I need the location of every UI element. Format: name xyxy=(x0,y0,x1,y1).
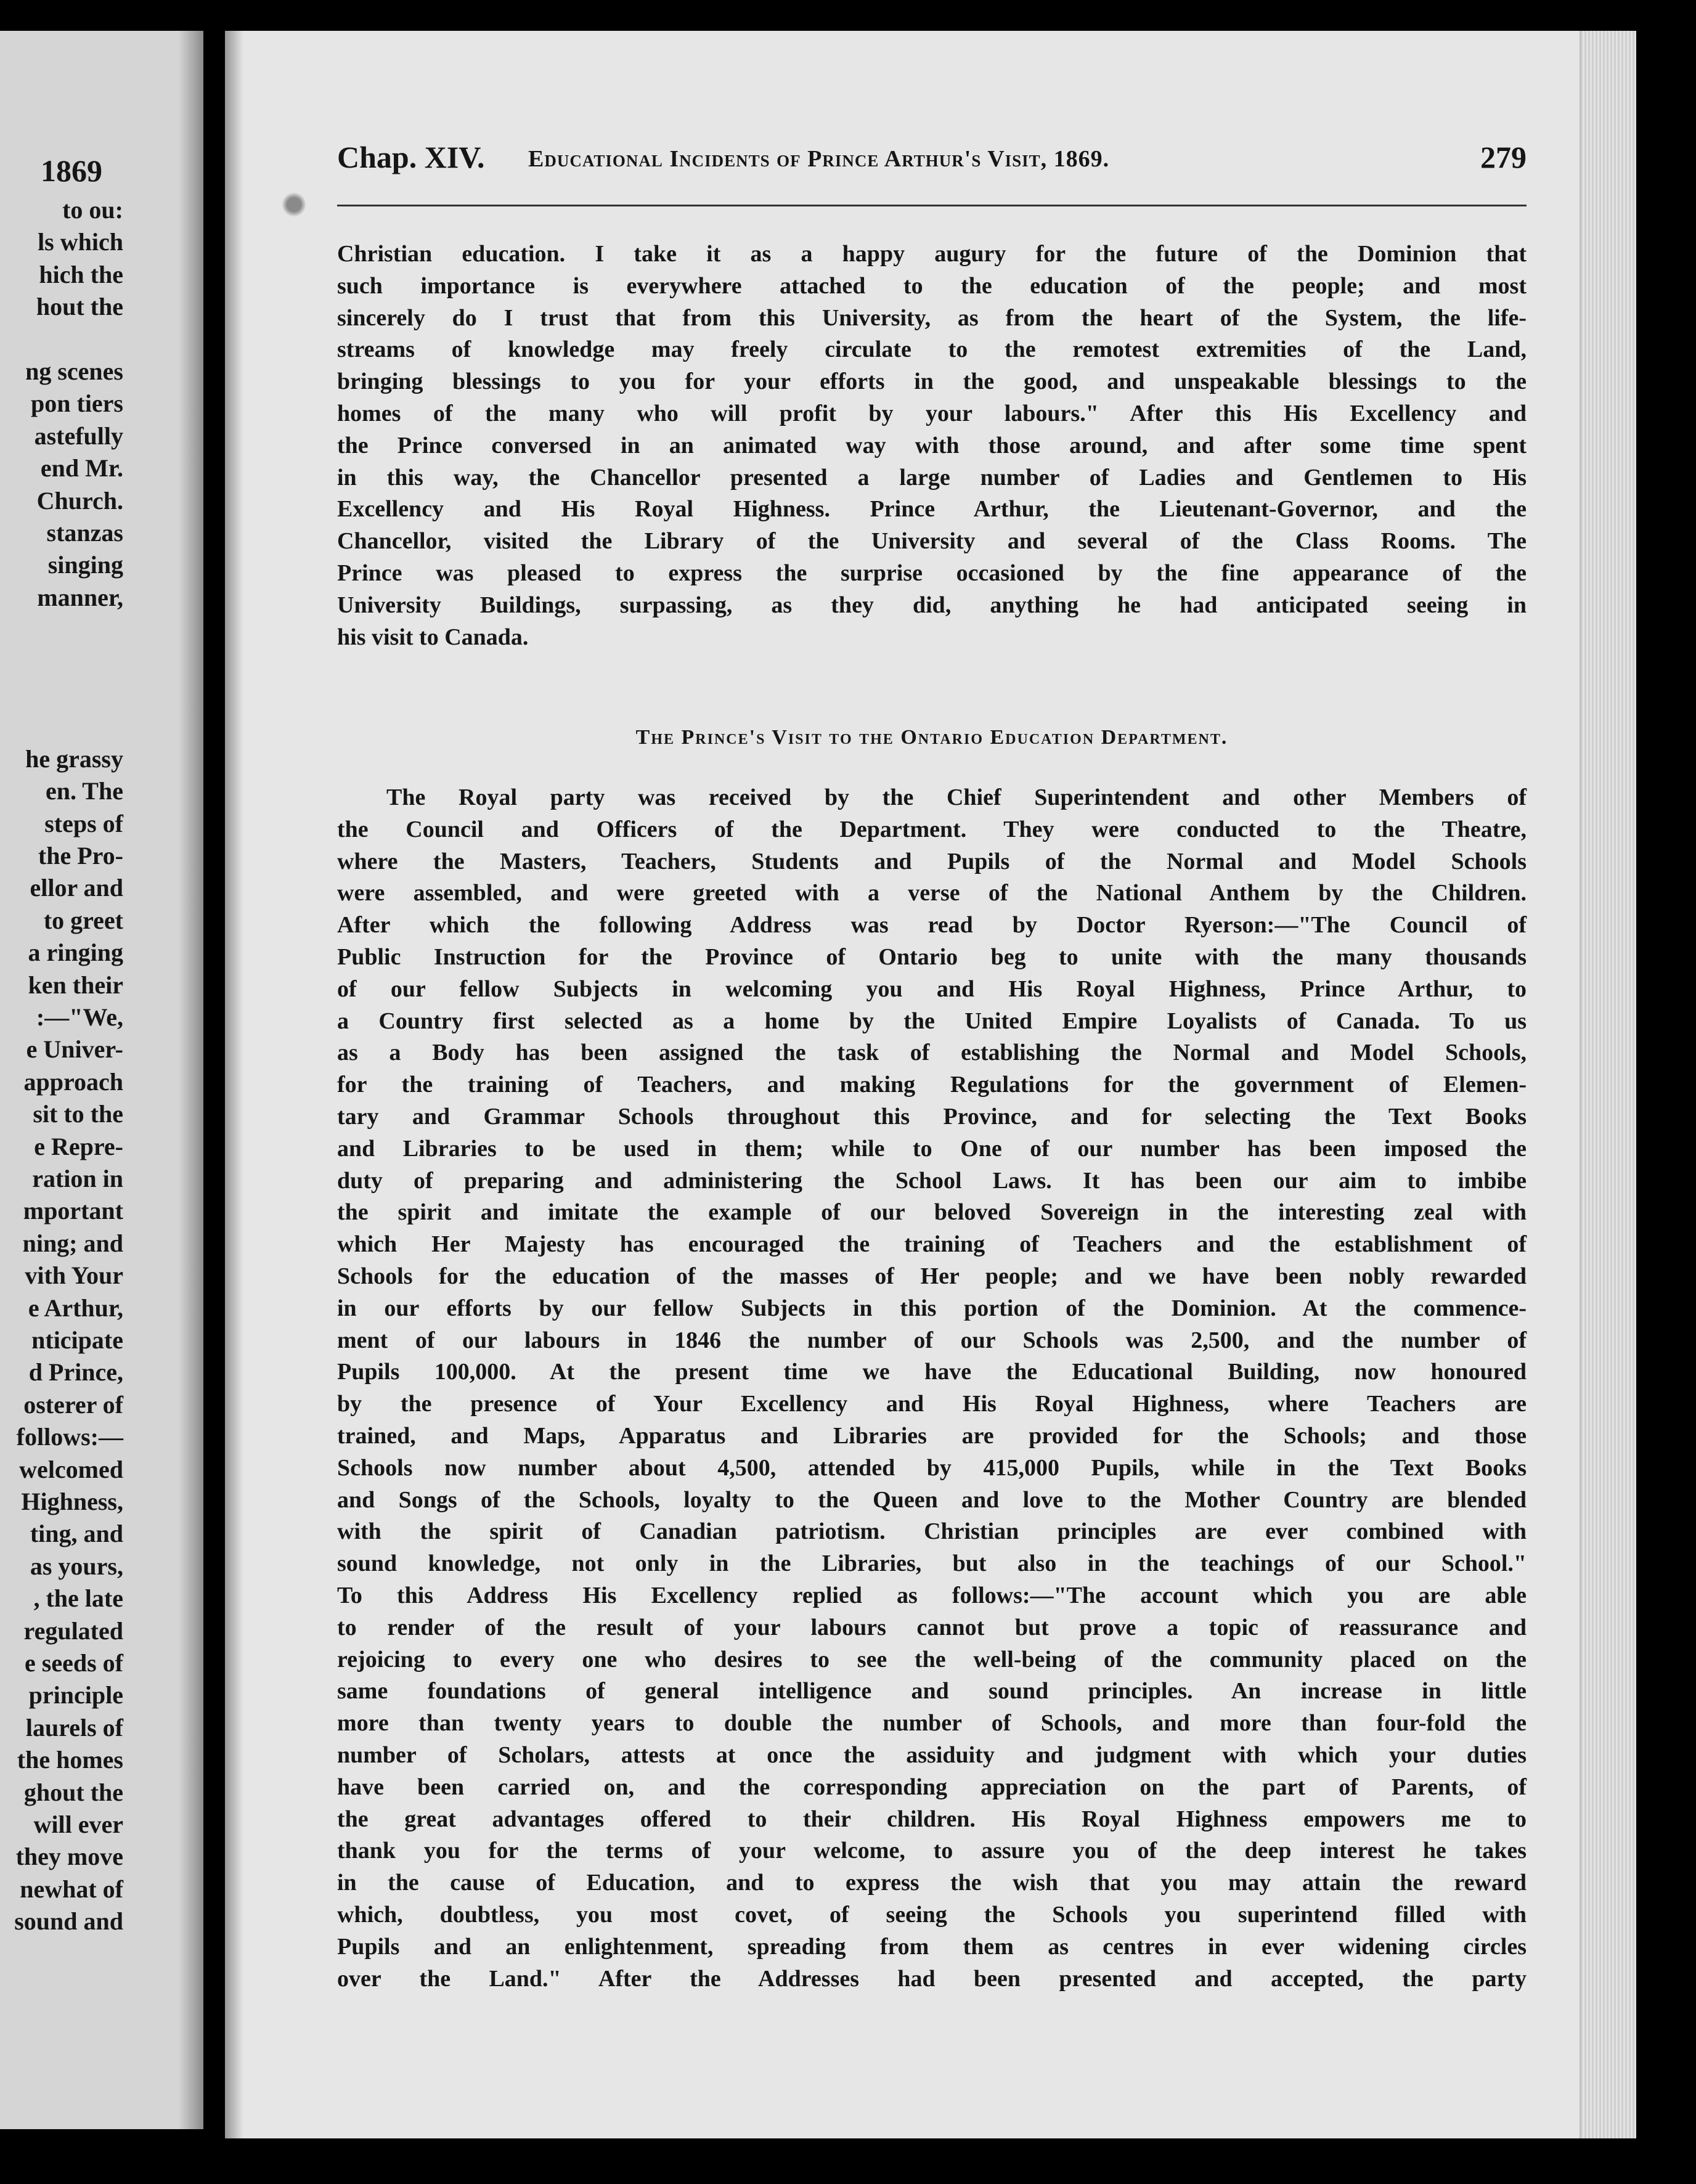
text-line: over the Land." After the Addresses had been presented and accepted, the party xyxy=(337,1965,1527,1992)
text-line: duty of preparing and administering the School Laws. It has been our aim to imbibe xyxy=(337,1167,1527,1194)
left-text-line: approach xyxy=(23,1067,123,1096)
running-title: Educational Incidents of Prince Arthur's Visit, 1869. xyxy=(528,146,1110,172)
text-line: to render of the result of your labours cannot but prove a topic of reassurance and xyxy=(337,1614,1527,1640)
left-text-line: the homes xyxy=(17,1746,123,1774)
left-text-line: hich the xyxy=(39,260,123,288)
text-line: in this way, the Chancellor presented a large number of Ladies and Gentlemen to His xyxy=(337,464,1527,491)
text-line: The Royal party was received by the Chief Superintendent and other Members of xyxy=(386,784,1527,810)
right-page xyxy=(225,31,1636,2138)
text-line: streams of knowledge may freely circulate to the remotest extremities of the Land, xyxy=(337,336,1527,363)
left-text-line: principle xyxy=(28,1681,123,1709)
left-text-line: :—"We, xyxy=(36,1003,123,1031)
text-line: and Libraries to be used in them; while to One of our number has been imposed the xyxy=(337,1135,1527,1162)
left-text-line: ration in xyxy=(32,1165,123,1192)
text-line: in the cause of Education, and to express the wish that you may attain the reward xyxy=(337,1870,1527,1896)
text-line: sincerely do I trust that from this University, as from the heart of the System, the life- xyxy=(337,304,1527,331)
left-text-line: d Prince, xyxy=(28,1358,123,1387)
text-line: for the training of Teachers, and making Regulations for the government of Elemen- xyxy=(337,1072,1527,1098)
left-text-line: to ou: xyxy=(62,196,123,224)
text-line: number of Scholars, attests at once the assiduity and judgment with which your duties xyxy=(337,1742,1527,1768)
left-text-line: e seeds of xyxy=(25,1649,123,1677)
page-number: 279 xyxy=(1480,140,1527,174)
text-line: Schools now number about 4,500, attended by 415,000 Pupils, while in the Text Books xyxy=(337,1454,1527,1481)
text-line: with the spirit of Canadian patriotism. Christian principles are ever combined with xyxy=(337,1518,1527,1545)
left-text-line: singing xyxy=(47,551,123,579)
text-line: as a Body has been assigned the task of establishing the Normal and Model Schools, xyxy=(337,1040,1527,1066)
left-text-line: Church. xyxy=(36,486,123,515)
left-text-line: manner, xyxy=(37,583,123,611)
text-line: by the presence of Your Excellency and His Royal Highness, where Teachers are xyxy=(337,1391,1527,1417)
text-line: ment of our labours in 1846 the number of our Schools was 2,500, and the number of xyxy=(337,1327,1527,1353)
left-text-line: ghout the xyxy=(23,1778,123,1806)
left-text-line: regulated xyxy=(23,1616,123,1645)
text-line: in our efforts by our fellow Subjects in this portion of the Dominion. At the commence- xyxy=(337,1295,1527,1321)
left-page-year: 1869 xyxy=(41,153,102,188)
left-text-line: to greet xyxy=(43,906,123,934)
text-line: bringing blessings to you for your efforts in the good, and unspeakable blessings to the xyxy=(337,369,1527,395)
text-line: thank you for the terms of your welcome, to assure you of the deep interest he takes xyxy=(337,1838,1527,1864)
left-text-line: ellor and xyxy=(30,874,123,902)
left-text-line: astefully xyxy=(34,422,123,450)
left-text-line: nticipate xyxy=(31,1326,123,1354)
text-line: trained, and Maps, Apparatus and Libraries are provided for the Schools; and those xyxy=(337,1423,1527,1449)
text-line: Pupils and an enlightenment, spreading from them as centres in ever widening circles xyxy=(337,1933,1527,1960)
text-line: Christian education. I take it as a happy augury for the future of the Dominion that xyxy=(337,241,1527,267)
text-line: same foundations of general intelligence and sound principles. An increase in little xyxy=(337,1678,1527,1705)
left-text-line: mportant xyxy=(23,1197,123,1225)
text-line: the spirit and imitate the example of our beloved Sovereign in the interesting zeal with xyxy=(337,1199,1527,1226)
left-text-line: ting, and xyxy=(30,1520,123,1548)
left-text-line: ls which xyxy=(38,228,123,256)
text-line: where the Masters, Teachers, Students and Pupils of the Normal and Model Schools xyxy=(337,848,1527,874)
left-text-line: Highness, xyxy=(21,1488,123,1515)
text-line: To this Address His Excellency replied as follows:—"The account which you are able xyxy=(337,1583,1527,1608)
text-line: Excellency and His Royal Highness. Prince Arthur, the Lieutenant-Governor, and the xyxy=(337,496,1527,523)
text-line: After which the following Address was read by Doctor Ryerson:—"The Council of xyxy=(337,912,1527,939)
left-text-line: the Pro- xyxy=(38,842,123,870)
left-text-line: he grassy xyxy=(25,744,123,773)
text-line: of our fellow Subjects in welcoming you and His Royal Highness, Prince Arthur, to xyxy=(337,976,1527,1002)
gutter-shadow xyxy=(225,31,243,2138)
text-line: the great advantages offered to their children. His Royal Highness empowers me to xyxy=(337,1806,1527,1832)
text-line: his visit to Canada. xyxy=(337,624,529,650)
left-text-line: welcomed xyxy=(19,1455,123,1483)
left-text-line: they move xyxy=(15,1843,123,1871)
left-text-line: sound and xyxy=(14,1907,123,1936)
left-text-line: steps of xyxy=(44,809,123,837)
text-line: were assembled, and were greeted with a verse of the National Anthem by the Children. xyxy=(337,880,1527,907)
header-rule xyxy=(337,205,1527,206)
text-line: University Buildings, surpassing, as they did, anything he had anticipated seeing in xyxy=(337,592,1527,618)
left-page-shadow xyxy=(179,31,203,2129)
left-text-line: end Mr. xyxy=(40,454,123,483)
left-text-line: newhat of xyxy=(20,1875,123,1903)
left-text-line: ken their xyxy=(28,971,123,999)
left-text-line: will ever xyxy=(33,1811,123,1838)
text-line: a Country first selected as a home by the United Empire Loyalists of Canada. To us xyxy=(337,1008,1527,1034)
text-line: tary and Grammar Schools throughout this Province, and for selecting the Text Books xyxy=(337,1104,1527,1130)
text-line: and Songs of the Schools, loyalty to the Queen and love to the Mother Country are blended xyxy=(337,1486,1527,1513)
text-line: such importance is everywhere attached to the education of the people; and most xyxy=(337,272,1527,299)
left-text-line: e Repre- xyxy=(34,1132,123,1160)
section-heading: The Prince's Visit to the Ontario Education Department. xyxy=(635,726,1228,749)
chapter-label: Chap. XIV. xyxy=(337,140,485,174)
left-text-line: e Arthur, xyxy=(28,1294,123,1322)
text-line: the Council and Officers of the Department. They were conducted to the Theatre, xyxy=(337,816,1527,842)
text-line: Chancellor, visited the Library of the University and several of the Class Rooms. The xyxy=(337,528,1527,555)
left-text-line: vith Your xyxy=(25,1261,123,1290)
left-page xyxy=(0,31,203,2129)
left-text-line: as yours, xyxy=(30,1552,123,1580)
text-line: Prince was pleased to express the surprise occasioned by the fine appearance of the xyxy=(337,560,1527,586)
text-line: the Prince conversed in an animated way with those around, and after some time spent xyxy=(337,432,1527,458)
left-text-line: , the late xyxy=(33,1584,123,1613)
text-line: rejoicing to every one who desires to see the well-being of the community placed on the xyxy=(337,1646,1527,1673)
ink-spot xyxy=(282,192,306,217)
left-text-line: laurels of xyxy=(25,1713,123,1742)
text-line: homes of the many who will profit by your labours." After this His Excellency and xyxy=(337,401,1527,426)
text-line: sound knowledge, not only in the Libraries, but also in the teachings of our School." xyxy=(337,1550,1527,1577)
left-text-line: follows:— xyxy=(16,1423,123,1451)
text-line: more than twenty years to double the number of Schools, and more than four-fold the xyxy=(337,1710,1527,1737)
left-text-line: e Univer- xyxy=(26,1035,123,1064)
left-text-line: ng scenes xyxy=(25,357,123,385)
text-line: which, doubtless, you most covet, of seeing the Schools you superintend filled with xyxy=(337,1902,1527,1928)
left-text-line: osterer of xyxy=(23,1390,123,1419)
running-header xyxy=(337,139,1527,182)
left-text-line: a ringing xyxy=(28,939,123,967)
text-line: Schools for the education of the masses of Her people; and we have been nobly rewarded xyxy=(337,1263,1527,1289)
text-line: have been carried on, and the corresponding appreciation on the part of Parents, of xyxy=(337,1774,1527,1800)
left-text-line: pon tiers xyxy=(31,389,123,418)
left-text-line: en. The xyxy=(46,777,123,805)
text-line: Pupils 100,000. At the present time we have the Educational Building, now honoured xyxy=(337,1359,1527,1385)
text-line: which Her Majesty has encouraged the training of Teachers and the establishment of xyxy=(337,1231,1527,1258)
text-line: Public Instruction for the Province of Ontario beg to unite with the many thousands xyxy=(337,944,1527,970)
left-text-line: hout the xyxy=(36,293,123,321)
left-text-line: sit to the xyxy=(33,1100,123,1128)
left-text-line: ning; and xyxy=(22,1229,123,1257)
left-text-line: stanzas xyxy=(46,519,123,547)
page-fore-edge xyxy=(1580,31,1636,2138)
